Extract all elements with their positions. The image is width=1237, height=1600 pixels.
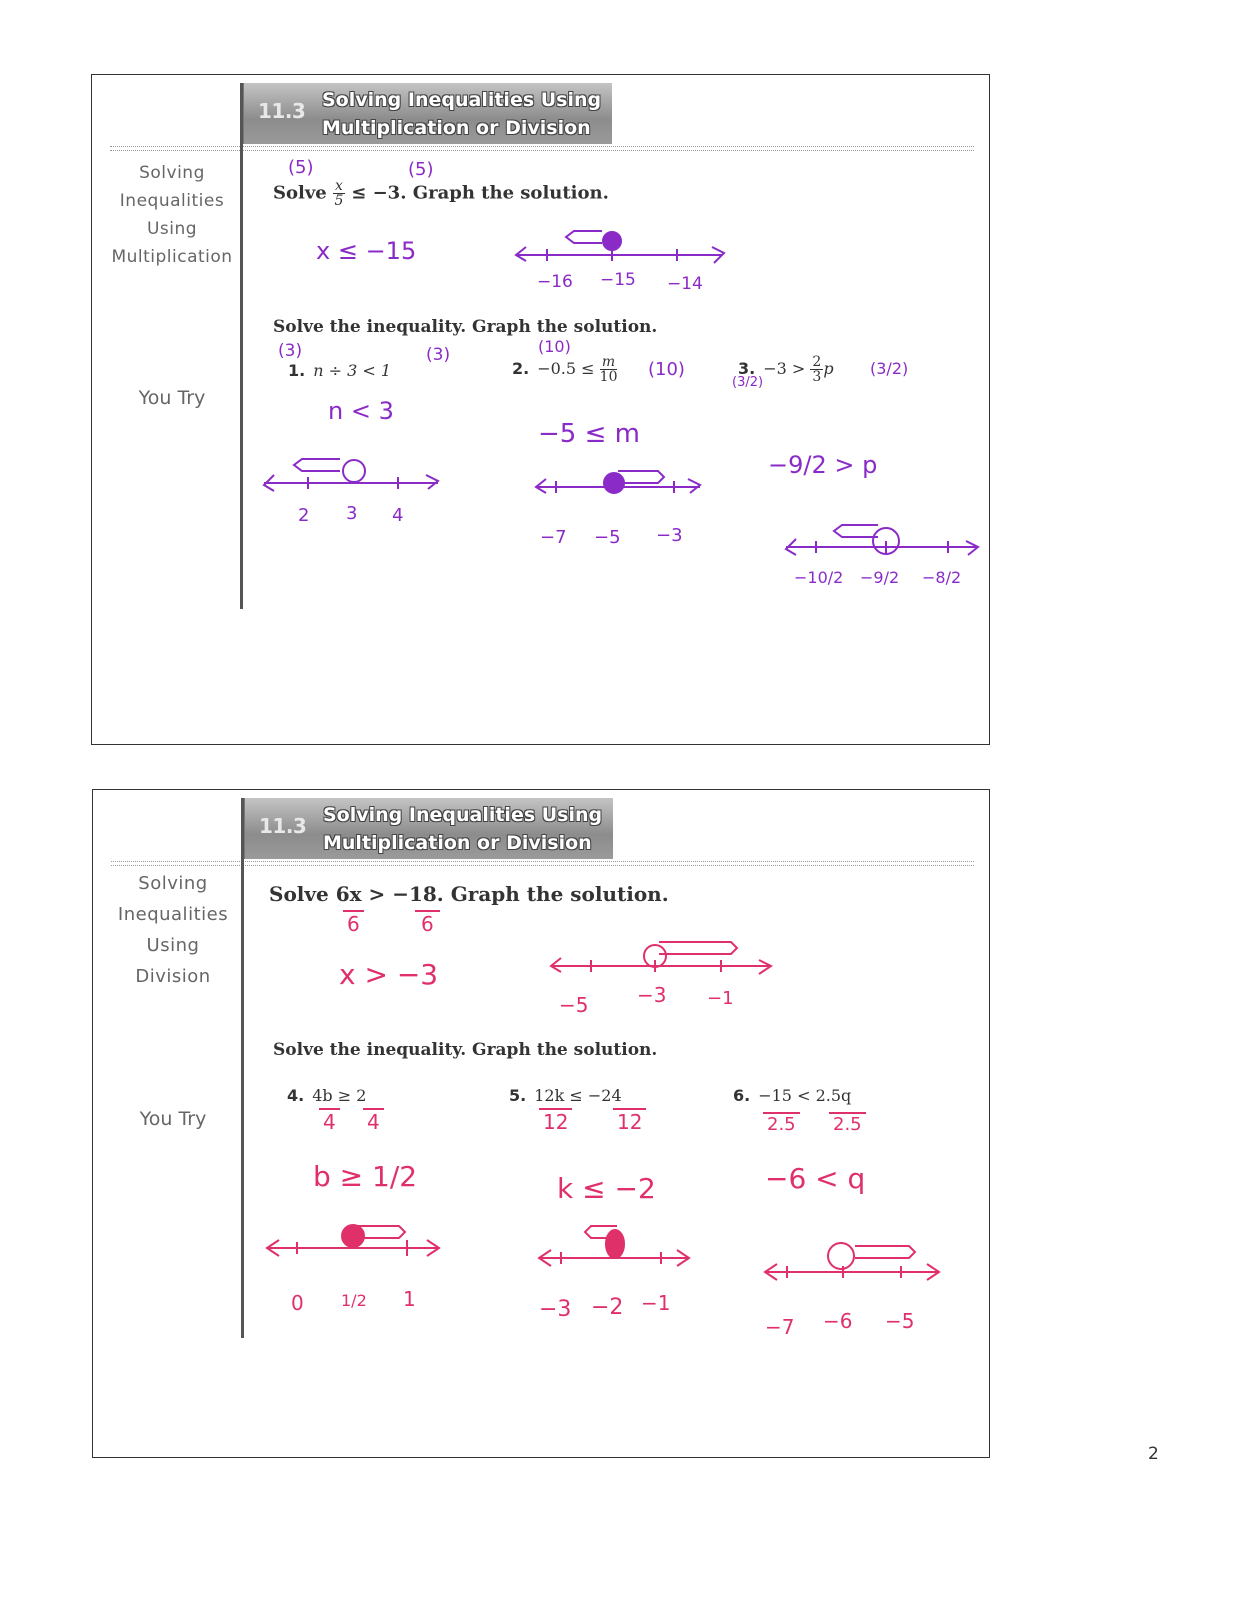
section-number: 11.3	[259, 814, 307, 838]
number-line-4	[261, 1210, 451, 1320]
tick-label: −1	[641, 1291, 671, 1315]
hw-example-answer: x ≤ −15	[316, 237, 417, 265]
number-line-1	[260, 447, 450, 527]
hw-multiplier-right: (3)	[426, 345, 451, 365]
hw-multiplier-left: (5)	[288, 157, 314, 178]
lesson-banner	[241, 798, 613, 859]
tick-label: −7	[765, 1315, 795, 1339]
tick-label: −3	[656, 525, 683, 546]
tick-label: 4	[392, 505, 404, 526]
hw-multiplier-left: (10)	[538, 337, 571, 356]
number-line-5	[533, 1218, 703, 1328]
hw-multiplier-right: (3/2)	[870, 359, 909, 378]
tick-label: −5	[885, 1309, 915, 1333]
tick-label: 1/2	[341, 1291, 367, 1310]
hw-example-answer: x > −3	[339, 958, 439, 991]
problem-5: 5. 12k ≤ −24	[509, 1086, 622, 1105]
number-line-2	[532, 461, 712, 551]
tick-label: −15	[600, 270, 636, 290]
instruction: Solve the inequality. Graph the solution.	[273, 1040, 658, 1060]
hw-answer-2: −5 ≤ m	[538, 419, 640, 449]
tick-label: −8/2	[922, 568, 962, 587]
lesson-title: Solving Inequalities Using Multiplication or Division	[323, 804, 603, 854]
tick-label: −14	[667, 274, 703, 294]
page-number: 2	[1148, 1444, 1159, 1464]
example-number-line	[512, 225, 732, 295]
hw-divisor: 2.5	[763, 1112, 800, 1135]
problem-1: 1. n ÷ 3 < 1	[288, 361, 392, 380]
lesson-title: Solving Inequalities Using Multiplication or Division	[322, 89, 602, 139]
slide-multiplication	[91, 74, 990, 745]
tick-label: 0	[291, 1291, 304, 1315]
hw-answer-5: k ≤ −2	[557, 1172, 656, 1205]
hw-multiplier-left: (3/2)	[732, 375, 764, 390]
tick-label: 2	[298, 505, 310, 526]
tick-label: −3	[539, 1297, 572, 1322]
hw-multiplier-right: (10)	[648, 359, 685, 380]
problem-6: 6. −15 < 2.5q	[733, 1086, 852, 1105]
hw-divisor: 4	[319, 1108, 340, 1134]
example-prompt: Solve $\frac{x}{5}$ ≤ −3. Graph the solution.	[273, 178, 609, 209]
hw-answer-1: n < 3	[328, 397, 394, 425]
number-line-6	[759, 1232, 949, 1342]
tick-label: 3	[346, 503, 358, 524]
hw-divisor: 4	[363, 1108, 384, 1134]
hw-divisor: 6	[415, 910, 440, 936]
example-number-line	[545, 936, 785, 1016]
example-prompt: Solve 6x > −18. Graph the solution.	[269, 882, 669, 906]
hw-answer-6: −6 < q	[765, 1162, 866, 1195]
you-try-label: You Try	[139, 1108, 207, 1130]
side-label: Solving Inequalities Using Multiplication	[111, 163, 233, 267]
hw-divisor: 6	[343, 910, 364, 936]
side-label: Solving Inequalities Using Division	[117, 873, 229, 987]
number-line-3	[782, 511, 982, 621]
tick-label: −16	[537, 272, 573, 292]
hw-multiplier-left: (3)	[278, 341, 303, 361]
lesson-banner	[240, 83, 612, 144]
tick-label: 1	[403, 1287, 416, 1311]
slide-division	[92, 789, 990, 1458]
problem-3: 3. −3 > $\frac{2}{3}$ p	[738, 354, 834, 385]
tick-label: −6	[823, 1309, 853, 1333]
tick-label: −5	[594, 527, 621, 548]
hw-answer-4: b ≥ 1/2	[313, 1160, 418, 1193]
hw-divisor: 2.5	[829, 1112, 866, 1135]
tick-label: −1	[707, 988, 734, 1009]
tick-label: −5	[559, 993, 589, 1017]
problem-2: 2. −0.5 ≤ $\frac{m}{10}$	[512, 354, 618, 385]
tick-label: −7	[540, 527, 567, 548]
you-try-label: You Try	[138, 387, 206, 409]
instruction: Solve the inequality. Graph the solution.	[273, 317, 658, 337]
tick-label: −2	[591, 1295, 624, 1320]
section-number: 11.3	[258, 99, 306, 123]
tick-label: −3	[637, 983, 667, 1007]
hw-divisor: 12	[539, 1108, 572, 1134]
tick-label: −9/2	[860, 568, 900, 587]
hw-divisor: 12	[613, 1108, 646, 1134]
problem-4: 4. 4b ≥ 2	[287, 1086, 367, 1105]
hw-multiplier-right: (5)	[408, 159, 434, 180]
hw-answer-3: −9/2 > p	[768, 451, 878, 479]
tick-label: −10/2	[794, 568, 844, 587]
